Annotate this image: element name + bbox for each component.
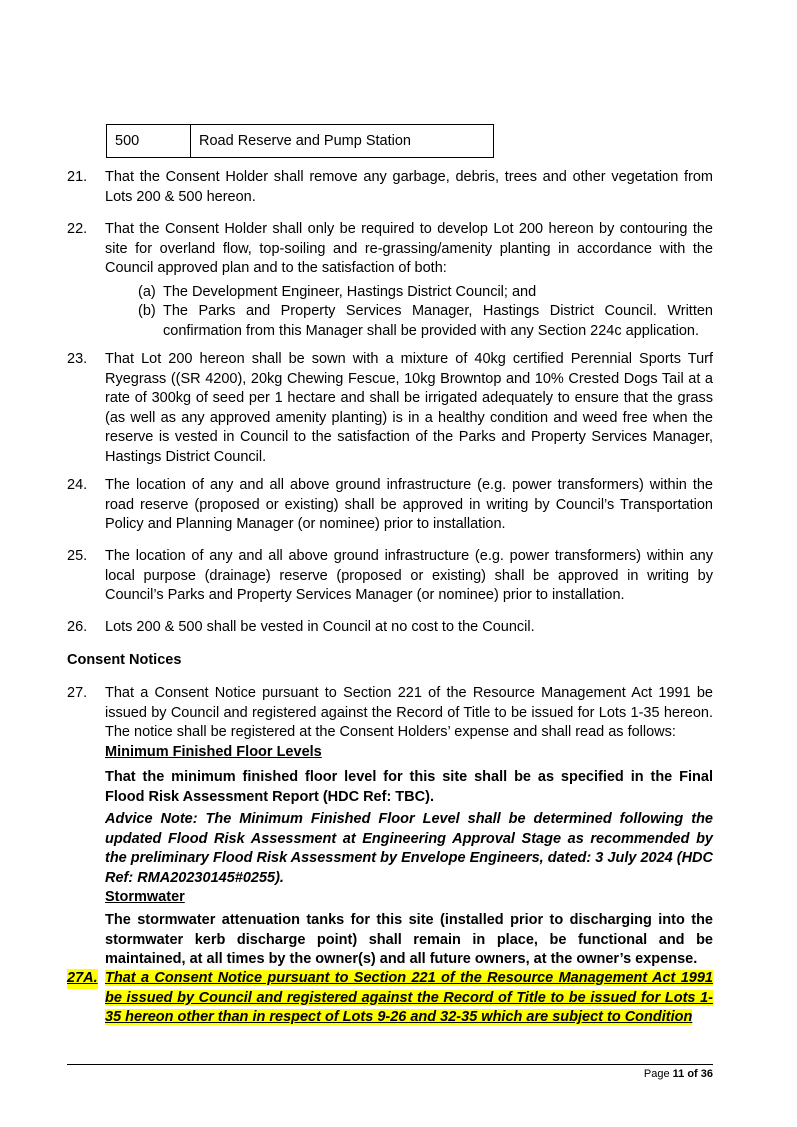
condition-text: That a Consent Notice pursuant to Section 221 of the Resource Management Act 1991 be issued by Council and registered against the Record of Title to be issued for Lots 1-35 hereon. The notice shall be registered at the Consent Holders’ expense and shall read as follows:: [105, 685, 713, 741]
condition-text: That the Consent Holder shall remove any garbage, debris, trees and other vegetation from Lots 200 & 500 hereon.: [105, 169, 713, 205]
stormwater-text: The stormwater attenuation tanks for this site (installed prior to discharging into the stormwater kerb discharge point) shall remain in place, be functional and be maintained, at all times by the owner(s) and all future owners, at the owner’s expense.: [105, 912, 713, 968]
stormwater-heading: Stormwater: [105, 889, 185, 905]
page-label: Page: [643, 1068, 673, 1080]
condition-text: That Lot 200 hereon shall be sown with a mixture of 40kg certified Perennial Sports Turf Ryegrass ((SR 4200), 20kg Chewing Fescue, 10kg Browntop and 10% Crested Dogs Tail at a rate of 300kg of seed per 1 hectare and shall be irrigated adequately to ensure that the grass (as well as any approved amenity planting) is in a healthy condition and weed free when the reserve is vested in Council to the satisfaction of the Parks and Property Services Manager, Hastings District Council.: [105, 351, 713, 465]
condition-number: 22.: [67, 221, 88, 237]
lot-purpose-cell: Road Reserve and Pump Station: [199, 133, 411, 149]
condition-number: 27A.: [67, 969, 98, 989]
page-number: 11 of 36: [672, 1068, 713, 1080]
condition-25: [67, 547, 713, 606]
condition-26: [67, 618, 713, 638]
subitem-b: [138, 302, 713, 341]
subitem-label: (a): [138, 284, 156, 300]
condition-number: 27.: [67, 685, 88, 701]
consent-notices-heading: Consent Notices: [67, 652, 182, 668]
subitem-label: (b): [138, 303, 156, 319]
condition-text: That the Consent Holder shall only be required to develop Lot 200 hereon by contouring the site for overland flow, top-soiling and re-grassing/amenity planting in accordance with the Council approved plan and to the satisfaction of both:: [105, 221, 713, 277]
subitem-a: [138, 283, 713, 303]
page-footer: [644, 1068, 713, 1080]
floor-levels-heading: Minimum Finished Floor Levels: [105, 744, 322, 760]
advice-note-text: Advice Note: The Minimum Finished Floor Level shall be determined following the updated Flood Risk Assessment at Engineering Approval Stage as recommended by the preliminary Flood Risk Assessment by Envelope Engineers, dated: 3 July 2024 (HDC Ref: RMA20230145#0255).: [105, 811, 713, 886]
subitem-text: The Development Engineer, Hastings District Council; and: [163, 284, 537, 300]
subitem-text: The Parks and Property Services Manager, Hastings District Council. Written confirmation from this Manager shall be provided with any Section 224c application.: [163, 303, 713, 339]
condition-23: [67, 350, 713, 468]
condition-22: [67, 220, 713, 279]
condition-number: 26.: [67, 619, 88, 635]
condition-24: [67, 476, 713, 535]
condition-text-highlighted: That a Consent Notice pursuant to Section 221 of the Resource Management Act 1991 be issued by Council and registered against the Record of Title to be issued for Lots 1-35 hereon other than in respect of Lots 9-26 and 32-35 which are subject to Condition: [105, 970, 713, 1026]
condition-text: The location of any and all above ground infrastructure (e.g. power transformers) within any local purpose (drainage) reserve (proposed or existing) shall be approved in writing by Council’s Parks and Property Services Manager (or nominee) prior to installation.: [105, 548, 713, 604]
condition-number: 24.: [67, 477, 88, 493]
condition-27a: [67, 969, 713, 1028]
condition-text: Lots 200 & 500 shall be vested in Council at no cost to the Council.: [105, 619, 535, 635]
condition-number: 21.: [67, 169, 88, 185]
condition-number: 25.: [67, 548, 88, 564]
footer-divider: [67, 1064, 713, 1065]
condition-text: The location of any and all above ground infrastructure (e.g. power transformers) within the road reserve (proposed or existing) shall be approved in writing by Council’s Transportation Policy and Planning Manager (or nominee) prior to installation.: [105, 477, 713, 533]
lot-table-row: [106, 124, 494, 158]
condition-27: [67, 684, 713, 743]
condition-21: [67, 168, 713, 207]
condition-number: 23.: [67, 351, 88, 367]
floor-levels-text: That the minimum finished floor level for this site shall be as specified in the Final Flood Risk Assessment Report (HDC Ref: TBC).: [105, 769, 713, 805]
lot-number-cell: 500: [107, 125, 191, 157]
